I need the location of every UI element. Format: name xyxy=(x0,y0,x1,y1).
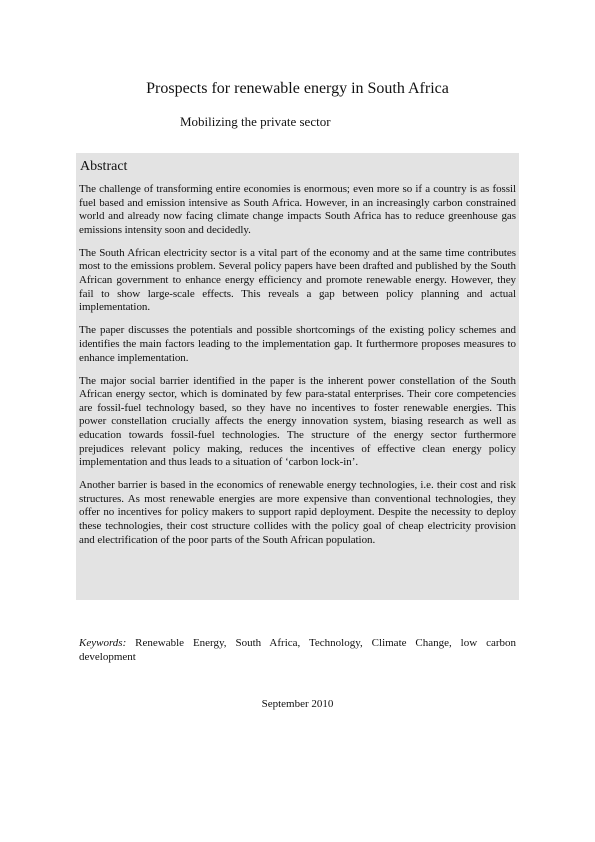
publication-date: September 2010 xyxy=(261,698,334,710)
keywords-line xyxy=(79,636,516,664)
abstract-box xyxy=(76,153,519,600)
abstract-paragraph-3: The paper discusses the potentials and possible shortcomings of the existing policy schemes and identifies the main factors leading to the implementation gap. It furthermore proposes measures to enhance implementation. xyxy=(79,324,516,364)
abstract-paragraph-4: The major social barrier identified in the paper is the inherent power constellation of the South African energy sector, which is dominated by few para-statal enterprises. Their core competencies are fossil-fuel technology based, so they have no incentives to foster renewable energies. This power constellation crucially affects the energy innovation system, biasing research as well as education towards fossil-fuel technologies. The structure of the energy sector furthermore prejudices relevant policy making, reduces the incentives of effective clean energy policy implementation and thus leads to a situation of ‘carbon lock-in’. xyxy=(79,374,516,469)
abstract-paragraph-2: The South African electricity sector is a vital part of the economy and at the same time contributes most to the emissions problem. Several policy papers have been drafted and published by the South African government to enhance energy efficiency and promote renewable energy. However, they fail to show large-scale effects. This reveals a gap between policy planning and actual implementation. xyxy=(79,246,516,314)
document-subtitle: Mobilizing the private sector xyxy=(180,114,331,129)
keywords-text: Renewable Energy, South Africa, Technology, Climate Change, low carbon development xyxy=(79,637,516,663)
keywords-label: Keywords: xyxy=(79,637,127,649)
abstract-paragraph-5: Another barrier is based in the economics of renewable energy technologies, i.e. their cost and risk structures. As most renewable energies are more expensive than conventional technologies, they offer no incentives for policy makers to support rapid deployment. Despite the necessity to deploy these technologies, their cost structure collides with the policy goal of cheap electricity provision and electrification of the poor parts of the South African population. xyxy=(79,479,516,546)
abstract-paragraph-1: The challenge of transforming entire economies is enormous; even more so if a country is as fossil fuel based and emission intensive as South Africa. However, in an increasingly carbon constrained world and already now facing climate change impacts South Africa has to reduce greenhouse gas emissions intensity soon and decidedly. xyxy=(79,183,516,236)
abstract-heading: Abstract xyxy=(80,159,128,174)
document-title: Prospects for renewable energy in South Africa xyxy=(146,80,449,97)
